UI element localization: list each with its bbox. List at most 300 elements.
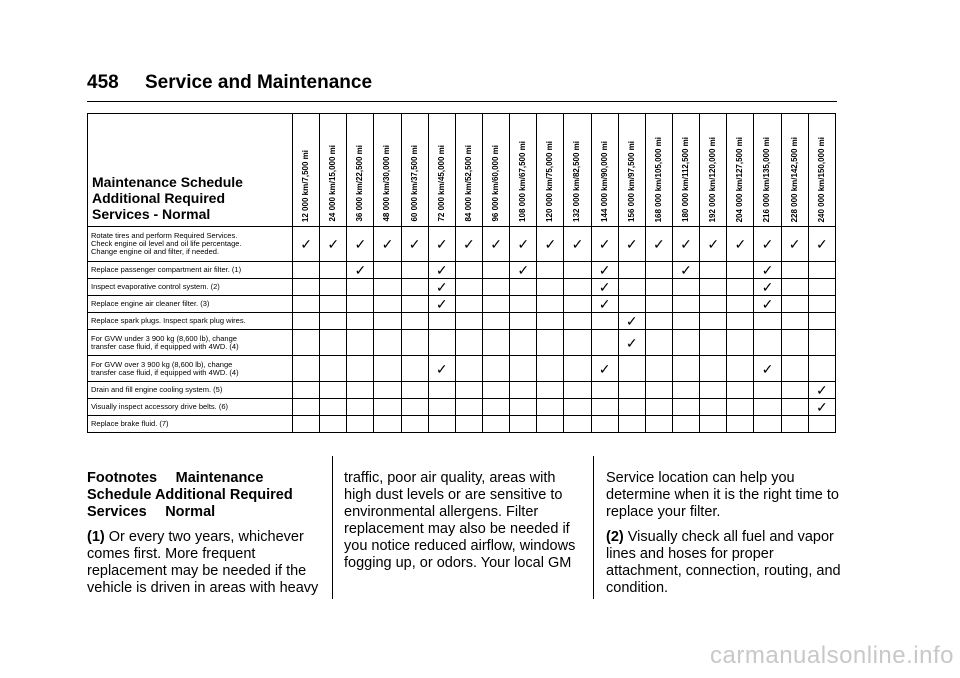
interval-column-header <box>564 114 591 227</box>
schedule-cell <box>320 262 347 279</box>
interval-column-header <box>374 114 401 227</box>
interval-column-header <box>618 114 645 227</box>
check-icon: ✓ <box>761 262 774 278</box>
footnotes-column-2 <box>344 470 580 580</box>
schedule-cell <box>700 399 727 416</box>
schedule-cell <box>672 227 699 262</box>
schedule-cell <box>700 279 727 296</box>
schedule-cell <box>645 313 672 330</box>
schedule-cell <box>320 416 347 433</box>
footnote-1-number: (1) <box>87 529 105 545</box>
check-icon: ✓ <box>653 236 665 252</box>
schedule-cell <box>347 416 374 433</box>
schedule-cell <box>564 262 591 279</box>
check-icon: ✓ <box>734 236 747 252</box>
schedule-cell <box>510 416 537 433</box>
schedule-cell <box>672 356 699 382</box>
column-divider <box>332 456 333 599</box>
schedule-cell <box>645 382 672 399</box>
schedule-cell <box>482 227 509 262</box>
table-row <box>88 356 836 382</box>
schedule-cell <box>754 262 781 279</box>
check-icon: ✓ <box>815 236 828 252</box>
schedule-cell <box>374 356 401 382</box>
service-description: Rotate tires and perform Required Services. Check engine oil level and oil life percentage. Change engine oil and filter, if needed. <box>88 227 293 262</box>
schedule-cell <box>455 399 482 416</box>
schedule-cell <box>645 296 672 313</box>
service-description: For GVW under 3 900 kg (8,600 lb), change transfer case fluid, if equipped with 4WD. (4) <box>88 330 293 356</box>
interval-label: 168 000 km/105,000 mi <box>653 136 663 222</box>
check-icon: ✓ <box>598 360 611 377</box>
schedule-cell <box>781 330 808 356</box>
schedule-cell <box>374 382 401 399</box>
schedule-cell <box>320 227 347 262</box>
footnotes-heading-part: Footnotes <box>87 470 158 486</box>
schedule-cell <box>700 330 727 356</box>
schedule-cell <box>781 382 808 399</box>
schedule-cell <box>347 356 374 382</box>
interval-column-header <box>645 114 672 227</box>
schedule-cell <box>482 356 509 382</box>
schedule-cell <box>401 279 428 296</box>
schedule-cell <box>727 399 754 416</box>
schedule-cell <box>564 416 591 433</box>
schedule-cell <box>618 356 645 382</box>
table-row <box>88 296 836 313</box>
schedule-cell <box>700 313 727 330</box>
check-icon: ✓ <box>598 236 611 252</box>
schedule-cell <box>537 296 564 313</box>
interval-column-header <box>347 114 374 227</box>
schedule-cell <box>537 279 564 296</box>
schedule-cell <box>374 262 401 279</box>
schedule-cell <box>754 279 781 296</box>
footnote-2 <box>606 529 842 597</box>
schedule-cell <box>700 356 727 382</box>
schedule-cell <box>320 399 347 416</box>
column-divider <box>593 456 594 599</box>
schedule-cell <box>320 356 347 382</box>
check-icon: ✓ <box>381 236 394 252</box>
schedule-cell <box>347 399 374 416</box>
footnotes-heading <box>87 470 319 521</box>
footnote-1-end: Service location can help you determine when it is the right time to replace your filter. <box>606 470 839 520</box>
check-icon: ✓ <box>625 236 638 252</box>
table-row <box>88 313 836 330</box>
schedule-cell <box>564 279 591 296</box>
maintenance-schedule-table <box>87 113 836 433</box>
schedule-cell <box>727 296 754 313</box>
schedule-cell <box>537 399 564 416</box>
schedule-cell <box>754 227 781 262</box>
watermark: carmanualsonline.info <box>710 642 954 669</box>
check-icon: ✓ <box>435 236 448 252</box>
schedule-cell <box>293 296 320 313</box>
schedule-cell <box>374 399 401 416</box>
schedule-cell <box>401 330 428 356</box>
interval-label: 60 000 km/37,500 mi <box>409 145 419 222</box>
schedule-cell <box>293 356 320 382</box>
interval-label: 72 000 km/45,000 mi <box>436 145 446 222</box>
schedule-cell <box>645 279 672 296</box>
schedule-cell <box>781 227 808 262</box>
header-divider <box>87 101 837 102</box>
interval-column-header <box>537 114 564 227</box>
schedule-cell <box>781 416 808 433</box>
schedule-cell <box>564 399 591 416</box>
footnote-1-continued: traffic, poor air quality, areas with high dust levels or are sensitive to environmental allergens. Filter replacement may also be needed if you notice reduced airflow, windows fogging up, or odors. Your local GM <box>344 470 576 571</box>
interval-label: 84 000 km/52,500 mi <box>463 145 473 222</box>
schedule-cell <box>293 416 320 433</box>
interval-column-header <box>320 114 347 227</box>
schedule-body <box>88 227 836 433</box>
schedule-cell <box>320 382 347 399</box>
schedule-cell <box>455 356 482 382</box>
check-icon: ✓ <box>435 296 448 312</box>
schedule-cell <box>808 227 835 262</box>
schedule-cell <box>727 416 754 433</box>
schedule-cell <box>700 416 727 433</box>
schedule-title-line: Maintenance Schedule <box>92 174 243 190</box>
footnote-1 <box>87 529 319 597</box>
schedule-cell <box>564 356 591 382</box>
schedule-cell <box>510 279 537 296</box>
interval-column-header <box>401 114 428 227</box>
schedule-cell <box>754 296 781 313</box>
schedule-cell <box>781 279 808 296</box>
schedule-cell <box>428 382 455 399</box>
schedule-cell <box>510 262 537 279</box>
schedule-cell <box>591 313 618 330</box>
schedule-cell <box>347 279 374 296</box>
interval-label: 48 000 km/30,000 mi <box>382 145 392 222</box>
table-row <box>88 227 836 262</box>
interval-label: 240 000 km/150,000 mi <box>816 136 826 222</box>
service-description: For GVW over 3 900 kg (8,600 lb), change transfer case fluid, if equipped with 4WD. (4) <box>88 356 293 382</box>
schedule-cell <box>347 382 374 399</box>
schedule-cell <box>401 313 428 330</box>
schedule-cell <box>672 262 699 279</box>
interval-column-header <box>781 114 808 227</box>
schedule-cell <box>618 399 645 416</box>
schedule-cell <box>455 296 482 313</box>
schedule-cell <box>401 262 428 279</box>
schedule-cell <box>374 227 401 262</box>
schedule-cell <box>591 227 618 262</box>
schedule-cell <box>618 262 645 279</box>
check-icon: ✓ <box>435 279 448 295</box>
schedule-cell <box>537 330 564 356</box>
schedule-cell <box>808 416 835 433</box>
service-description: Inspect evaporative control system. (2) <box>88 279 293 296</box>
schedule-cell <box>374 313 401 330</box>
interval-column-header <box>293 114 320 227</box>
check-icon: ✓ <box>761 296 774 312</box>
schedule-cell <box>564 382 591 399</box>
check-icon: ✓ <box>598 296 611 312</box>
schedule-cell <box>401 382 428 399</box>
schedule-cell <box>808 296 835 313</box>
interval-column-header <box>754 114 781 227</box>
interval-label: 144 000 km/90,000 mi <box>599 141 609 222</box>
check-icon: ✓ <box>815 399 828 415</box>
interval-label: 192 000 km/120,000 mi <box>708 136 718 222</box>
schedule-cell <box>482 330 509 356</box>
check-icon: ✓ <box>300 236 312 252</box>
interval-label: 96 000 km/60,000 mi <box>491 145 501 222</box>
schedule-cell <box>727 279 754 296</box>
schedule-cell <box>455 330 482 356</box>
schedule-cell <box>672 279 699 296</box>
schedule-cell <box>618 227 645 262</box>
schedule-cell <box>482 262 509 279</box>
schedule-cell <box>781 399 808 416</box>
schedule-cell <box>672 313 699 330</box>
table-row <box>88 399 836 416</box>
schedule-cell <box>455 262 482 279</box>
schedule-cell <box>320 296 347 313</box>
schedule-cell <box>455 382 482 399</box>
service-description: Replace spark plugs. Inspect spark plug wires. <box>88 313 293 330</box>
schedule-cell <box>510 330 537 356</box>
schedule-cell <box>293 313 320 330</box>
interval-column-header <box>510 114 537 227</box>
schedule-cell <box>727 356 754 382</box>
schedule-cell <box>347 227 374 262</box>
schedule-cell <box>537 382 564 399</box>
schedule-cell <box>510 296 537 313</box>
schedule-cell <box>293 399 320 416</box>
table-row <box>88 416 836 433</box>
schedule-cell <box>455 227 482 262</box>
schedule-cell <box>672 416 699 433</box>
schedule-cell <box>401 296 428 313</box>
footnote-2-text: Visually check all fuel and vapor lines and hoses for proper attachment, connection, routing, and condition. <box>606 529 841 596</box>
schedule-cell <box>428 356 455 382</box>
schedule-cell <box>700 227 727 262</box>
table-header-row <box>88 114 836 227</box>
check-icon: ✓ <box>354 236 367 252</box>
table-row <box>88 382 836 399</box>
interval-column-header <box>808 114 835 227</box>
schedule-title <box>88 114 293 227</box>
table-row <box>88 330 836 356</box>
schedule-cell <box>727 262 754 279</box>
schedule-cell <box>320 330 347 356</box>
check-icon: ✓ <box>517 262 530 278</box>
schedule-cell <box>347 296 374 313</box>
schedule-cell <box>482 382 509 399</box>
schedule-cell <box>754 313 781 330</box>
schedule-cell <box>591 279 618 296</box>
schedule-cell <box>808 399 835 416</box>
schedule-cell <box>781 313 808 330</box>
schedule-cell <box>537 227 564 262</box>
schedule-cell <box>428 262 455 279</box>
check-icon: ✓ <box>598 279 611 295</box>
interval-column-header <box>672 114 699 227</box>
schedule-cell <box>293 262 320 279</box>
schedule-cell <box>374 416 401 433</box>
schedule-cell <box>645 262 672 279</box>
schedule-cell <box>700 382 727 399</box>
schedule-cell <box>320 313 347 330</box>
schedule-cell <box>428 227 455 262</box>
schedule-cell <box>401 227 428 262</box>
schedule-cell <box>618 382 645 399</box>
check-icon: ✓ <box>761 279 774 295</box>
schedule-cell <box>672 330 699 356</box>
schedule-cell <box>455 313 482 330</box>
schedule-cell <box>781 356 808 382</box>
check-icon: ✓ <box>435 360 448 377</box>
footnote-1-text: Or every two years, whichever comes first. More frequent replacement may be needed if the vehicle is driven in areas with heavy <box>87 529 319 596</box>
schedule-cell <box>808 279 835 296</box>
schedule-cell <box>591 399 618 416</box>
schedule-cell <box>401 356 428 382</box>
check-icon: ✓ <box>598 262 611 278</box>
schedule-cell <box>700 296 727 313</box>
schedule-cell <box>754 356 781 382</box>
schedule-cell <box>700 262 727 279</box>
schedule-cell <box>727 382 754 399</box>
schedule-cell <box>645 416 672 433</box>
schedule-cell <box>293 279 320 296</box>
schedule-cell <box>428 313 455 330</box>
schedule-cell <box>591 382 618 399</box>
interval-label: 108 000 km/67,500 mi <box>518 141 528 222</box>
schedule-cell <box>347 313 374 330</box>
schedule-cell <box>808 262 835 279</box>
schedule-cell <box>727 227 754 262</box>
schedule-cell <box>347 262 374 279</box>
footnote-2-number: (2) <box>606 529 624 545</box>
check-icon: ✓ <box>490 236 502 252</box>
check-icon: ✓ <box>707 236 720 252</box>
schedule-cell <box>591 330 618 356</box>
check-icon: ✓ <box>815 382 828 398</box>
schedule-cell <box>564 330 591 356</box>
interval-label: 228 000 km/142,500 mi <box>789 136 799 222</box>
schedule-cell <box>781 262 808 279</box>
schedule-cell <box>482 313 509 330</box>
schedule-cell <box>374 330 401 356</box>
schedule-cell <box>455 416 482 433</box>
check-icon: ✓ <box>517 236 530 252</box>
schedule-title-line: Additional Required <box>92 190 225 206</box>
check-icon: ✓ <box>625 313 638 329</box>
service-description: Replace brake fluid. (7) <box>88 416 293 433</box>
interval-label: 12 000 km/7,500 mi <box>301 149 311 222</box>
page-number: 458 <box>87 72 119 93</box>
schedule-cell <box>591 296 618 313</box>
schedule-cell <box>754 330 781 356</box>
schedule-cell <box>645 356 672 382</box>
interval-label: 216 000 km/135,000 mi <box>762 136 772 222</box>
interval-label: 24 000 km/15,000 mi <box>328 145 338 222</box>
interval-label: 156 000 km/97,500 mi <box>626 141 636 222</box>
schedule-cell <box>672 296 699 313</box>
schedule-cell <box>320 279 347 296</box>
service-description: Visually inspect accessory drive belts. (6) <box>88 399 293 416</box>
interval-label: 120 000 km/75,000 mi <box>545 141 555 222</box>
schedule-cell <box>293 227 320 262</box>
schedule-cell <box>564 313 591 330</box>
schedule-cell <box>482 416 509 433</box>
schedule-cell <box>347 330 374 356</box>
schedule-cell <box>428 416 455 433</box>
schedule-cell <box>537 416 564 433</box>
schedule-cell <box>537 262 564 279</box>
schedule-cell <box>482 279 509 296</box>
schedule-cell <box>510 356 537 382</box>
schedule-cell <box>754 382 781 399</box>
interval-column-header <box>428 114 455 227</box>
schedule-cell <box>808 382 835 399</box>
check-icon: ✓ <box>571 236 584 252</box>
check-icon: ✓ <box>327 236 340 252</box>
interval-label: 36 000 km/22,500 mi <box>355 145 365 222</box>
schedule-cell <box>727 313 754 330</box>
schedule-cell <box>672 399 699 416</box>
schedule-cell <box>401 399 428 416</box>
schedule-cell <box>618 279 645 296</box>
schedule-cell <box>727 330 754 356</box>
schedule-cell <box>564 227 591 262</box>
schedule-cell <box>618 416 645 433</box>
schedule-cell <box>428 279 455 296</box>
check-icon: ✓ <box>408 236 421 252</box>
schedule-cell <box>401 416 428 433</box>
schedule-cell <box>808 356 835 382</box>
service-description: Replace engine air cleaner filter. (3) <box>88 296 293 313</box>
schedule-cell <box>808 330 835 356</box>
schedule-cell <box>618 330 645 356</box>
interval-label: 204 000 km/127,500 mi <box>735 136 745 222</box>
schedule-cell <box>618 313 645 330</box>
check-icon: ✓ <box>788 236 801 252</box>
schedule-cell <box>510 313 537 330</box>
schedule-cell <box>510 227 537 262</box>
schedule-cell <box>374 296 401 313</box>
schedule-cell <box>591 262 618 279</box>
schedule-cell <box>537 313 564 330</box>
check-icon: ✓ <box>354 262 367 278</box>
interval-label: 132 000 km/82,500 mi <box>572 141 582 222</box>
schedule-cell <box>672 382 699 399</box>
check-icon: ✓ <box>625 334 638 351</box>
check-icon: ✓ <box>435 262 448 278</box>
interval-label: 180 000 km/112,500 mi <box>681 137 691 222</box>
schedule-cell <box>754 416 781 433</box>
schedule-cell <box>808 313 835 330</box>
schedule-cell <box>374 279 401 296</box>
interval-column-header <box>482 114 509 227</box>
check-icon: ✓ <box>680 236 692 252</box>
service-description: Replace passenger compartment air filter. (1) <box>88 262 293 279</box>
schedule-cell <box>428 399 455 416</box>
schedule-cell <box>428 330 455 356</box>
interval-column-header <box>455 114 482 227</box>
schedule-cell <box>754 399 781 416</box>
check-icon: ✓ <box>761 360 774 377</box>
schedule-cell <box>510 382 537 399</box>
check-icon: ✓ <box>463 236 475 252</box>
page-title: Service and Maintenance <box>145 72 373 93</box>
check-icon: ✓ <box>544 236 557 252</box>
interval-column-header <box>700 114 727 227</box>
schedule-cell <box>482 399 509 416</box>
